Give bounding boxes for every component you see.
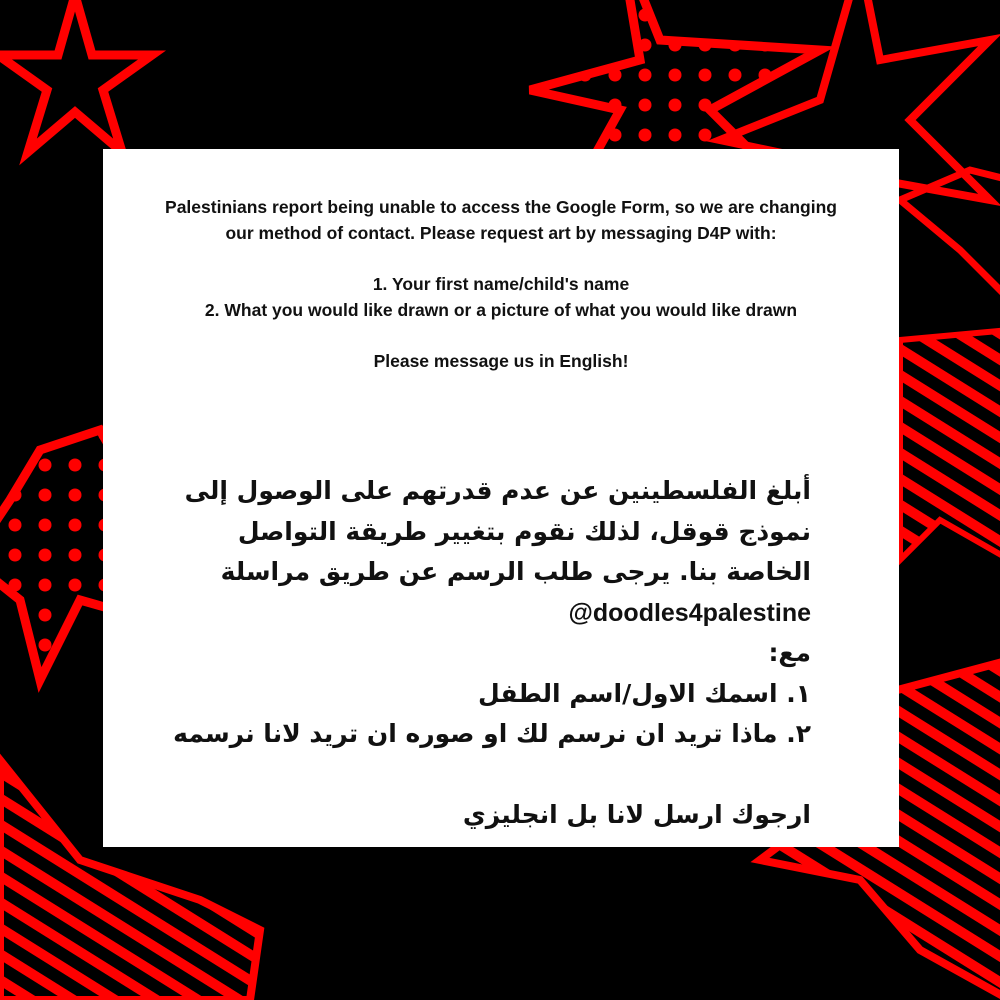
english-item-2: 2. What you would like drawn or a picture of what you would like drawn [204, 299, 798, 320]
arabic-with: مع: [768, 638, 811, 667]
arabic-item-2: ٢. ماذا تريد ان نرسم لك او صوره ان تريد لانا نرسمه [173, 719, 811, 748]
english-section [163, 195, 839, 375]
message-card [103, 149, 899, 847]
striped-star-icon-right [900, 330, 1000, 560]
english-intro: Palestinians report being unable to access the Google Form, so we are changing our method of contact. Please request art by messaging D4P with: [165, 197, 837, 243]
arabic-item-1: ١. اسمك الاول/اسم الطفل [478, 678, 811, 708]
english-closing: Please message us in English! [373, 351, 629, 372]
arabic-intro-text: أبلغ الفلسطينين عن عدم قدرتهم على الوصول إلى نموذج قوقل، لذلك نقوم بتغيير طريقة التواصل الخاصة بنا. يرجى طلب الرسم عن طريق مراسلة [184, 476, 811, 586]
english-item-1: 1. Your first name/child's name [372, 274, 630, 295]
arabic-section [171, 471, 811, 836]
arabic-closing: ارجوك ارسل لانا بل انجليزي [462, 800, 811, 829]
instagram-handle: @doodles4palestine [568, 598, 811, 627]
arabic-intro [171, 471, 811, 633]
